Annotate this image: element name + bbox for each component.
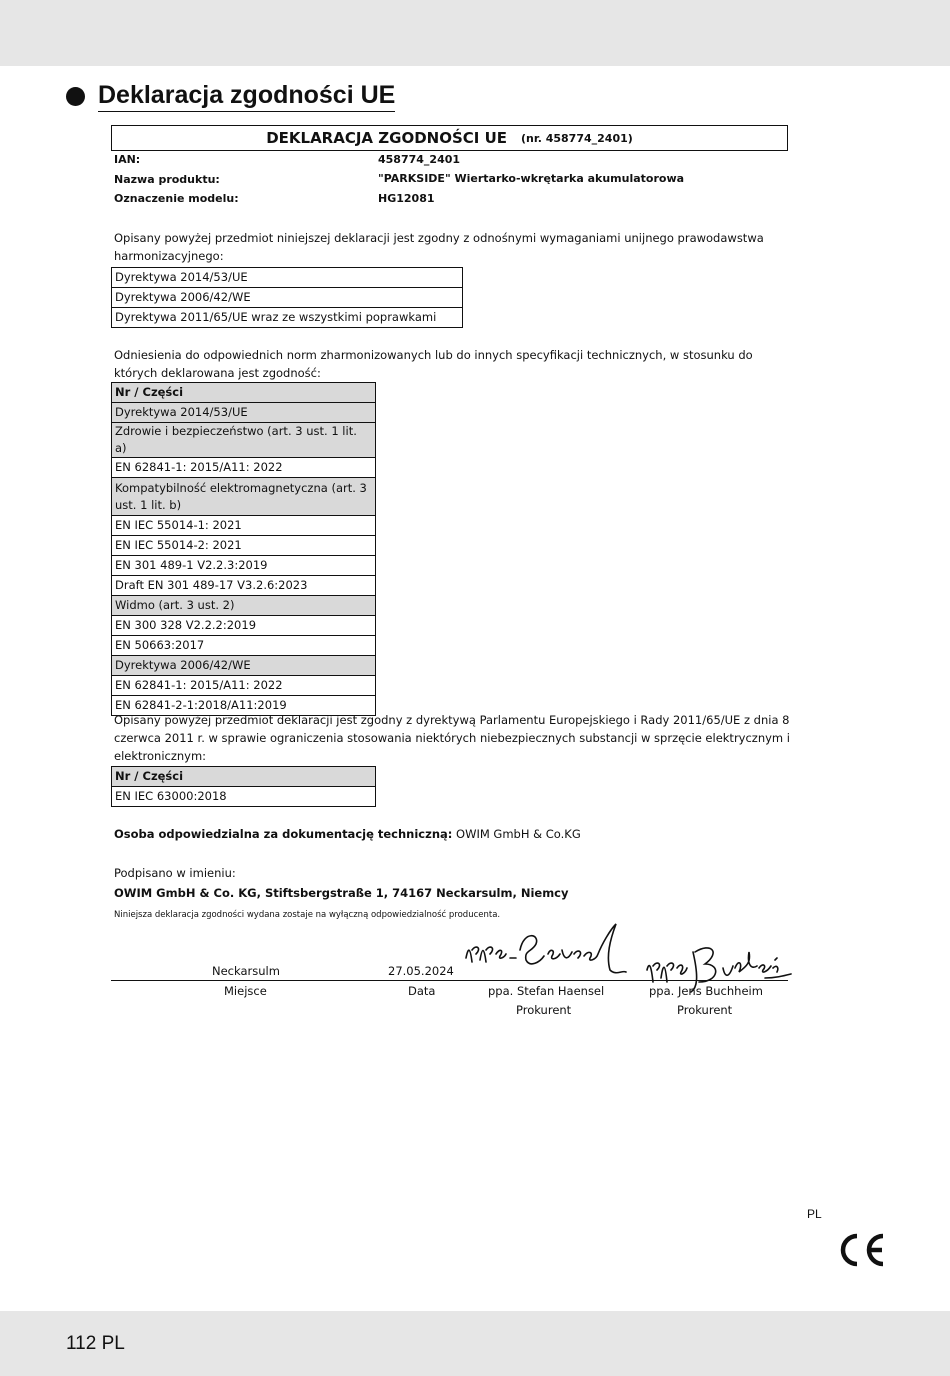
norms-table [111, 382, 376, 716]
signature-haensel [460, 920, 630, 980]
table-row: Widmo (art. 3 ust. 2) [112, 596, 376, 616]
signed-label: Podpisano w imieniu: [114, 866, 236, 880]
bullet-icon [66, 87, 85, 106]
table-row: Zdrowie i bezpieczeństwo (art. 3 ust. 1 lit. a) [112, 423, 376, 458]
declaration-title-box [111, 125, 788, 151]
date-label: Data [408, 984, 436, 998]
table-row: Kompatybilność elektromagnetyczna (art. 3 ust. 1 lit. b) [112, 478, 376, 516]
model-value: HG12081 [378, 192, 435, 205]
product-name-value: "PARKSIDE" Wiertarko-wkrętarka akumulatorowa [378, 172, 685, 185]
declaration-title: DEKLARACJA ZGODNOŚCI UE [266, 129, 507, 147]
rohs-paragraph: Opisany powyżej przedmiot deklaracji jest zgodny z dyrektywą Parlamentu Europejskiego i Rady 2011/65/UE z dnia 8 czerwca 2011 r. w sprawie ograniczenia stosowania niektórych niebezpiecznych substancji w sprzęcie elektrycznym i elektronicznym: [114, 713, 790, 763]
model-label: Oznaczenie modelu: [114, 192, 239, 205]
top-band [0, 0, 950, 66]
date-value: 27.05.2024 [388, 964, 454, 978]
table-row: EN 62841-2-1:2018/A11:2019 [112, 696, 376, 716]
intro-paragraph: Opisany powyżej przedmiot niniejszej deklaracji jest zgodny z odnośnymi wymaganiami unijnego prawodawstwa harmonizacyjnego: [114, 231, 764, 263]
directive-cell: Dyrektywa 2006/42/WE [112, 288, 463, 308]
product-name-label: Nazwa produktu: [114, 173, 220, 186]
table-row: EN 62841-1: 2015/A11: 2022 [112, 676, 376, 696]
signer2-name: ppa. Jens Buchheim [649, 984, 763, 998]
disclaimer: Niniejsza deklaracja zgodności wydana zostaje na wyłączną odpowiedzialność producenta. [114, 910, 501, 920]
language-marker: PL [807, 1207, 822, 1221]
norms-intro-paragraph: Odniesienia do odpowiednich norm zharmonizowanych lub do innych specyfikacji technicznych, w stosunku do których deklarowana jest zgodność: [114, 348, 753, 380]
signed-company: OWIM GmbH & Co. KG, Stiftsbergstraße 1, 74167 Neckarsulm, Niemcy [114, 886, 569, 900]
rohs-table [111, 766, 376, 807]
responsible-label: Osoba odpowiedzialna za dokumentację techniczną: [114, 827, 453, 841]
table-row: EN IEC 55014-2: 2021 [112, 536, 376, 556]
table-row: EN 301 489-1 V2.2.3:2019 [112, 556, 376, 576]
bottom-band [0, 1311, 950, 1376]
ian-label: IAN: [114, 153, 141, 166]
signature-line [111, 980, 788, 981]
signer1-role: Prokurent [516, 1003, 572, 1017]
place-label: Miejsce [224, 984, 267, 998]
table-header: Nr / Części [112, 767, 376, 787]
declaration-number: (nr. 458774_2401) [521, 131, 633, 145]
table-header: Nr / Części [112, 383, 376, 403]
responsible-value: OWIM GmbH & Co.KG [456, 827, 581, 841]
signer2-role: Prokurent [677, 1003, 733, 1017]
table-row: EN 62841-1: 2015/A11: 2022 [112, 458, 376, 478]
table-row: EN IEC 63000:2018 [112, 787, 376, 807]
section-heading [66, 80, 395, 112]
page-number: 112 PL [66, 1333, 125, 1354]
responsible-person [114, 826, 581, 842]
table-row: Draft EN 301 489-17 V3.2.6:2023 [112, 576, 376, 596]
table-row: EN 50663:2017 [112, 636, 376, 656]
table-row: Dyrektywa 2006/42/WE [112, 656, 376, 676]
table-row: Dyrektywa 2014/53/UE [112, 403, 376, 423]
directives-table [111, 267, 463, 328]
signer1-name: ppa. Stefan Haensel [488, 984, 605, 998]
ce-mark-icon [835, 1232, 887, 1268]
table-row: EN 300 328 V2.2.2:2019 [112, 616, 376, 636]
place-value: Neckarsulm [212, 964, 280, 978]
page-title: Deklaracja zgodności UE [98, 80, 395, 112]
table-row: EN IEC 55014-1: 2021 [112, 516, 376, 536]
directive-cell: Dyrektywa 2014/53/UE [112, 268, 463, 288]
directive-cell: Dyrektywa 2011/65/UE wraz ze wszystkimi poprawkami [112, 308, 463, 328]
ian-value: 458774_2401 [378, 153, 461, 166]
